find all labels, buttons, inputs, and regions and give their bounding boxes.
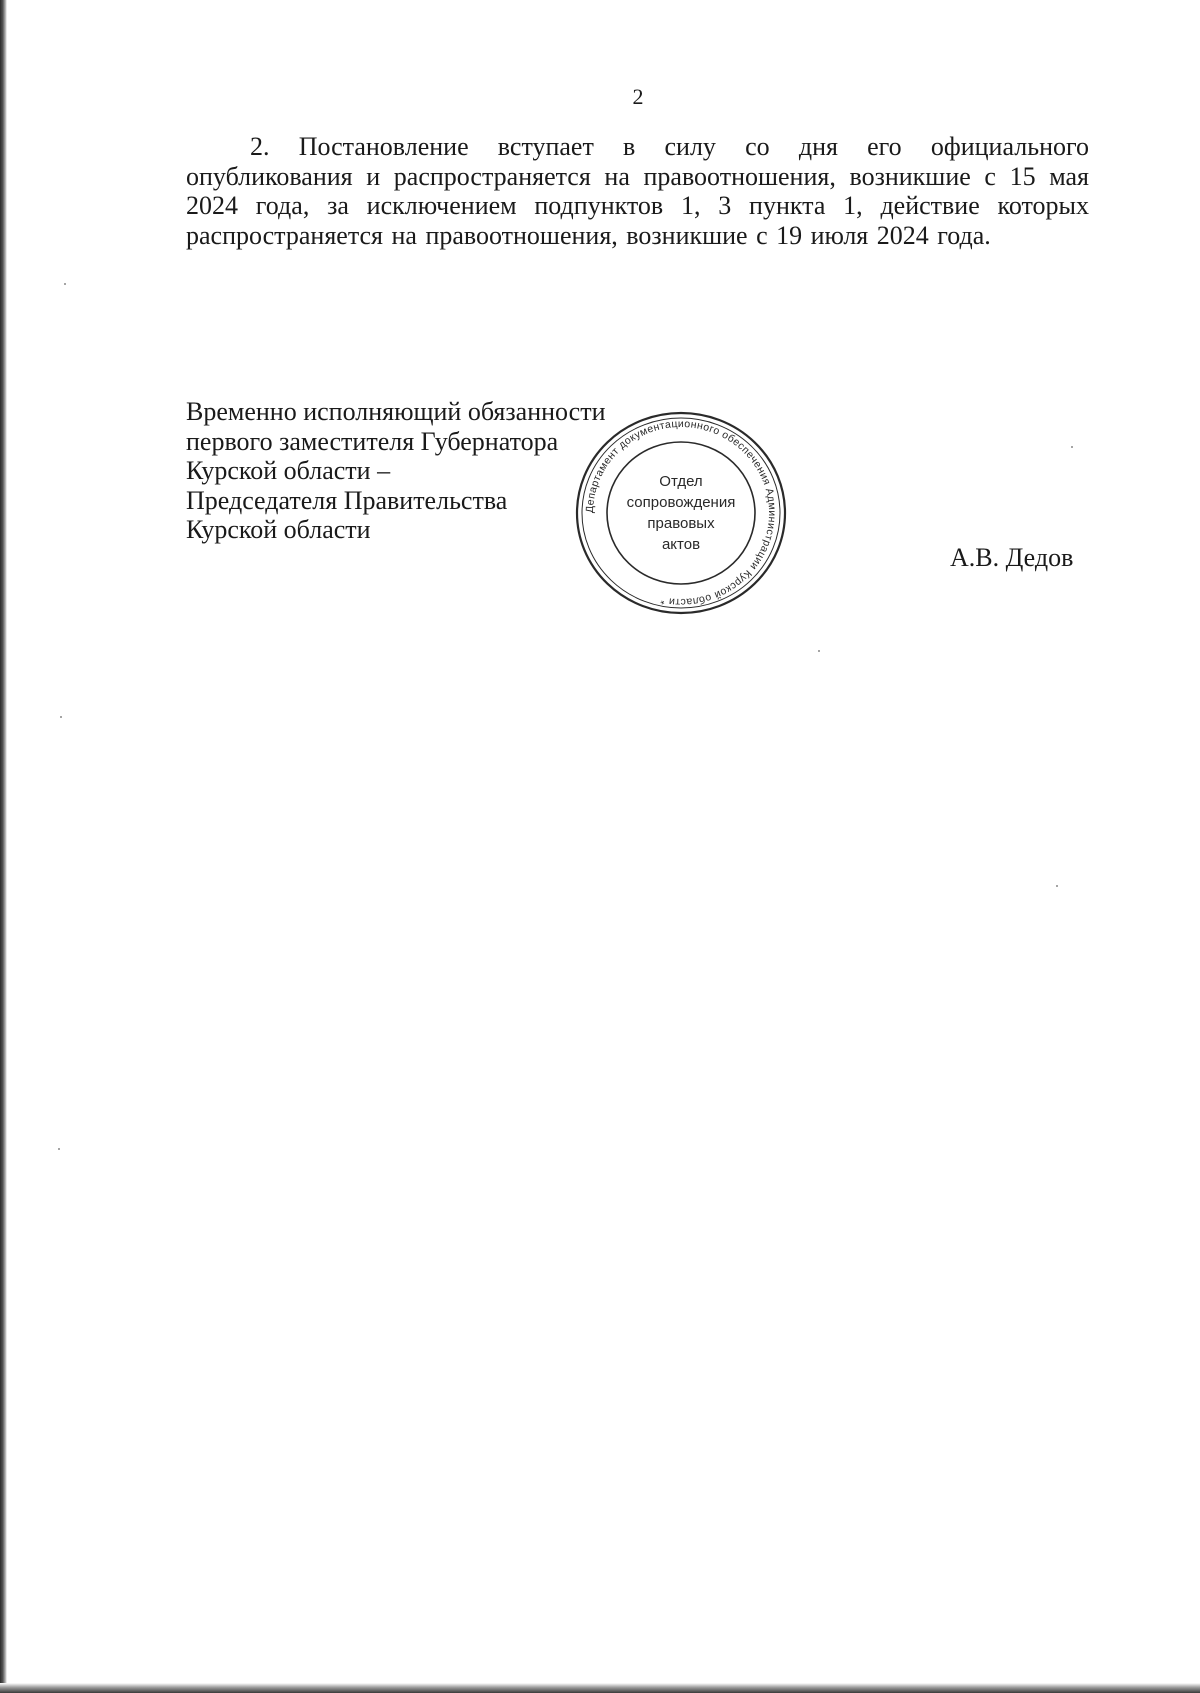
- paragraph-2: 2. Постановление вступает в силу со дня его официального опубликования и распространяется на правоотношения, возникшие с 15 мая 2024 года, за исключением подпунктов 1, 3 пункта 1, действие которых распространяется на правоотношения, возникшие с 19 июля 2024 года.: [186, 132, 1089, 250]
- scan-edge-left: [0, 0, 7, 1693]
- signature-position-block: [186, 397, 606, 545]
- signature-position-line: Курской области: [186, 515, 371, 544]
- stamp-graphic: [569, 406, 793, 620]
- scan-speck: [818, 650, 820, 652]
- signer-name: А.В. Дедов: [950, 543, 1074, 572]
- signature-position-line: Председателя Правительства: [186, 485, 508, 515]
- stamp-outer-ring: [577, 413, 785, 613]
- scan-speck: [60, 716, 62, 718]
- stamp-inner-ring: [607, 442, 755, 584]
- official-stamp: [569, 406, 793, 620]
- signature-position-line: первого заместителя Губернатора: [186, 426, 559, 456]
- signature-position-line: Курской области –: [186, 456, 391, 485]
- stamp-ring-text: Департамент документационного обеспечения Администрации Курской области *: [583, 417, 779, 609]
- scan-speck: [64, 283, 66, 285]
- scan-speck: [1071, 446, 1073, 448]
- stamp-center-line: правовых: [647, 515, 715, 532]
- scan-speck: [58, 1148, 60, 1150]
- stamp-center-line: сопровождения: [626, 494, 736, 511]
- scan-edge-bottom: [0, 1683, 1200, 1693]
- scan-speck: [1056, 885, 1058, 887]
- stamp-center-line: актов: [661, 536, 701, 553]
- signature-position-line: Временно исполняющий обязанности: [186, 397, 606, 426]
- stamp-center-line: Отдел: [659, 473, 703, 490]
- page-number: 2: [632, 84, 644, 109]
